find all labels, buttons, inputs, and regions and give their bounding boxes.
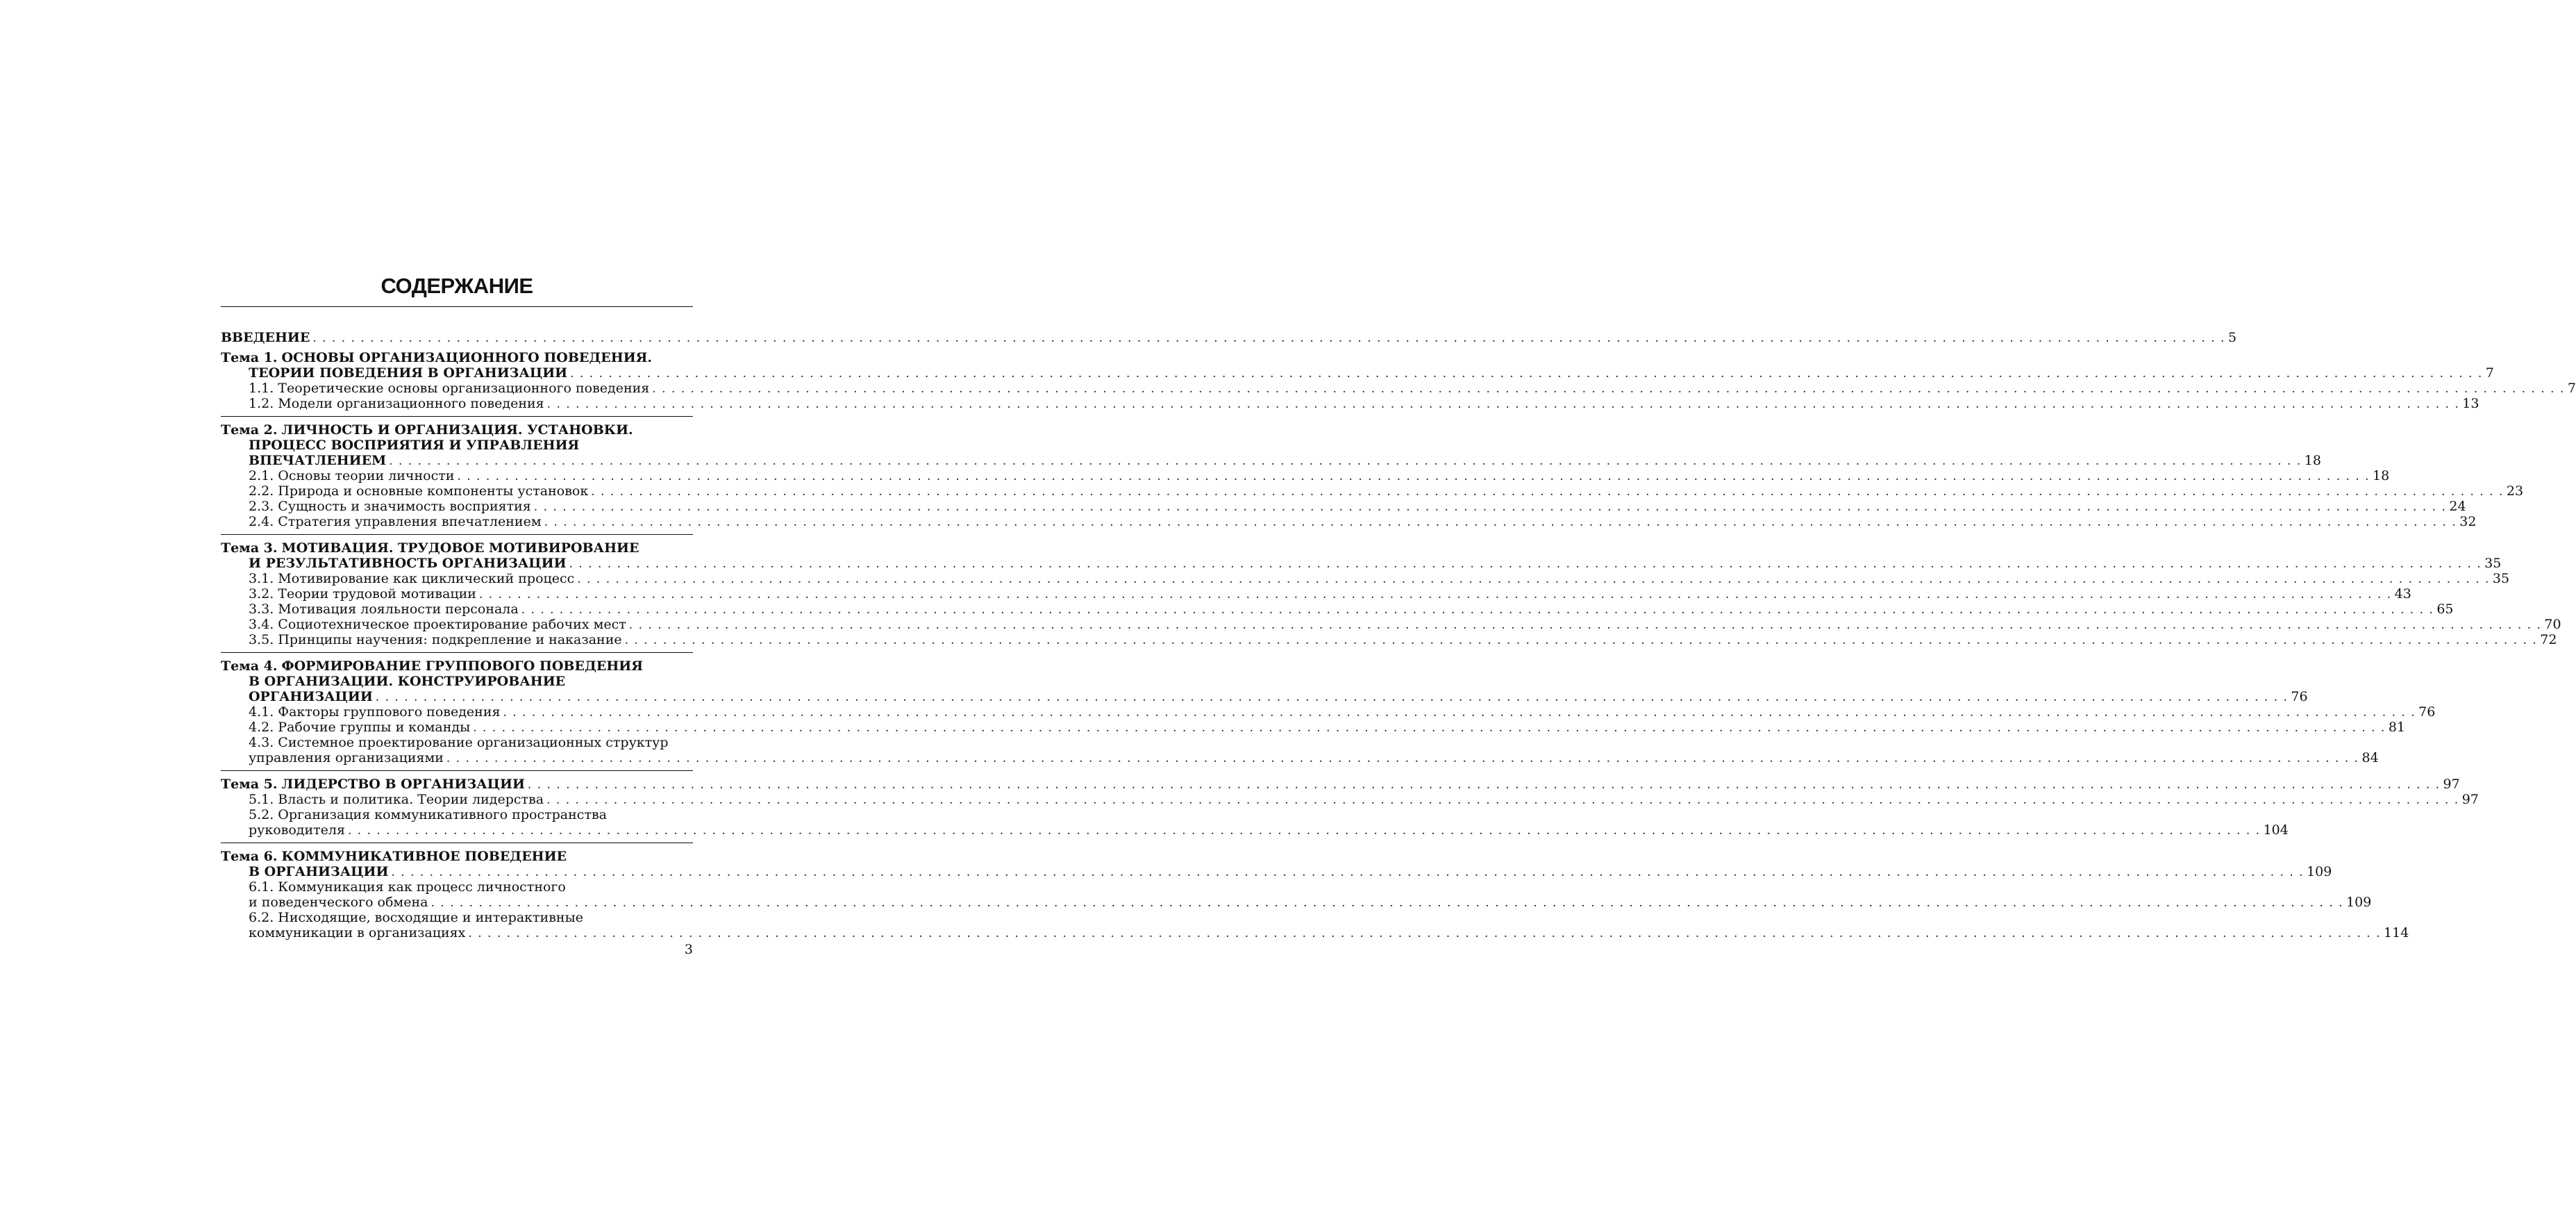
page-ref: 97 (2443, 777, 2460, 792)
intro-label: ВВЕДЕНИЕ (221, 330, 310, 345)
topic-number: Тема 5. (221, 777, 278, 792)
topic-heading: В ОРГАНИЗАЦИИ (249, 864, 389, 879)
subsection-title: 3.5. Принципы научения: подкрепление и наказание (249, 632, 622, 647)
page-ref: 109 (2346, 895, 2372, 910)
subsection-title: 5.1. Власть и политика. Теории лидерства (249, 792, 544, 807)
toc-subsection-line[interactable] (221, 602, 2454, 617)
page-ref: 70 (2544, 617, 2561, 632)
page-ref: 13 (2462, 396, 2479, 411)
subsection-title: 4.2. Рабочие группы и команды (249, 720, 471, 735)
dot-leader: . . . . . . . . . . . . . . . . . . . . . . . . . . . . . . . . . . . . . . . . . . . . . . . . . . . . . . . . . . . . . . . . . . . . . . . . . . . . . . . . . . . . . . . . . . . . . . . . . . . . . . . . . . . . . . . . . . . . . . . . . . . . . . . . . . . . . . . . . . . . . . . . . . . . . . . . . . . . . . . . . . . . . . . . . . . . . . . . . . . . . . . . . . . . . . . . . . . . . . . . (652, 382, 2565, 396)
dot-leader: . . . . . . . . . . . . . . . . . . . . . . . . . . . . . . . . . . . . . . . . . . . . . . . . . . . . . . . . . . . . . . . . . . . . . . . . . . . . . . . . . . . . . . . . . . . . . . . . . . . . . . . . . . . . . . . . . . . . . . . . . . . . . . . . . . . . . . . . . . . . . . . . . . . . . . . . . . . . . . . . . . . . . . . . . . . . . . . . . . . . . . . . . . . . . . . . . . . . . . . . (430, 896, 2344, 910)
page-ref: 114 (2384, 925, 2409, 940)
table-of-contents (221, 330, 2576, 945)
page-ref: 18 (2373, 468, 2390, 483)
dot-leader: . . . . . . . . . . . . . . . . . . . . . . . . . . . . . . . . . . . . . . . . . . . . . . . . . . . . . . . . . . . . . . . . . . . . . . . . . . . . . . . . . . . . . . . . . . . . . . . . . . . . . . . . . . . . . . . . . . . . . . . . . . . . . . . . . . . . . . . . . . . . . . . . . . . . . . . . . . . . . . . . . . . . . . . . . . . . . . . . . . . . . . . . . . . . . . . . . . . . . . . . (569, 557, 2482, 571)
page-ref: 18 (2304, 453, 2321, 468)
dot-leader: . . . . . . . . . . . . . . . . . . . . . . . . . . . . . . . . . . . . . . . . . . . . . . . . . . . . . . . . . . . . . . . . . . . . . . . . . . . . . . . . . . . . . . . . . . . . . . . . . . . . . . . . . . . . . . . . . . . . . . . . . . . . . . . . . . . . . . . . . . . . . . . . . . . . . . . . . . . . . . . . . . . . . . . . . . . . . . . . . . . . . . . . . . . . . . . . . . . . . . . . (347, 824, 2261, 838)
subsection-title: 4.1. Факторы группового поведения (249, 704, 501, 720)
subsection-title: управления организациями (249, 750, 444, 765)
subsection-title: 1.1. Теоретические основы организационного поведения (249, 381, 650, 396)
page-ref: 104 (2263, 822, 2289, 838)
dot-leader: . . . . . . . . . . . . . . . . . . . . . . . . . . . . . . . . . . . . . . . . . . . . . . . . . . . . . . . . . . . . . . . . . . . . . . . . . . . . . . . . . . . . . . . . . . . . . . . . . . . . . . . . . . . . . . . . . . . . . . . . . . . . . . . . . . . . . . . . . . . . . . . . . . . . . . . . . . . . . . . . . . . . . . . . . . . . . . . . . . . . . . . . . . . . . . . . . . . . . . . . (503, 706, 2416, 720)
subsection-title: руководителя (249, 822, 345, 838)
topic-heading: ТЕОРИИ ПОВЕДЕНИЯ В ОРГАНИЗАЦИИ (249, 365, 568, 381)
toc-subsection-line[interactable] (221, 720, 2405, 735)
page-ref: 23 (2506, 483, 2524, 499)
page-number: 3 (684, 942, 693, 957)
toc-subsection-line[interactable] (221, 381, 2576, 396)
subsection-title: 5.2. Организация коммуникативного пространства (249, 807, 607, 822)
toc-heading-line[interactable] (221, 849, 693, 864)
page-ref: 32 (2459, 514, 2477, 529)
dot-leader: . . . . . . . . . . . . . . . . . . . . . . . . . . . . . . . . . . . . . . . . . . . . . . . . . . . . . . . . . . . . . . . . . . . . . . . . . . . . . . . . . . . . . . . . . . . . . . . . . . . . . . . . . . . . . . . . . . . . . . . . . . . . . . . . . . . . . . . . . . . . . . . . . . . . . . . . . . . . . . . . . . . . . . . . . . . . . . . . . . . . . . . . . . . . . . . . . . . . . . . . (546, 793, 2459, 807)
dot-leader: . . . . . . . . . . . . . . . . . . . . . . . . . . . . . . . . . . . . . . . . . . . . . . . . . . . . . . . . . . . . . . . . . . . . . . . . . . . . . . . . . . . . . . . . . . . . . . . . . . . . . . . . . . . . . . . . . . . . . . . . . . . . . . . . . . . . . . . . . . . . . . . . . . . . . . . . . . . . . . . . . . . . . . . . . . . . . . . . . . . . . . . . . . . . . . . . . . . . . . . . (478, 588, 2392, 602)
page-ref: 43 (2394, 586, 2411, 602)
dot-leader: . . . . . . . . . . . . . . . . . . . . . . . . . . . . . . . . . . . . . . . . . . . . . . . . . . . . . . . . . . . . . . . . . . . . . . . . . . . . . . . . . . . . . . . . . . . . . . . . . . . . . . . . . . . . . . . . . . . . . . . . . . . . . . . . . . . . . . . . . . . . . . . . . . . . . . . . . . . . . . . . . . . . . . . . . . . . . . . . . . . . . . . . . . . . . . . . . . . . . . . . (312, 331, 2225, 345)
toc-heading-line[interactable] (221, 453, 2321, 468)
subsection-title: 2.2. Природа и основные компоненты установок (249, 483, 589, 499)
dot-leader: . . . . . . . . . . . . . . . . . . . . . . . . . . . . . . . . . . . . . . . . . . . . . . . . . . . . . . . . . . . . . . . . . . . . . . . . . . . . . . . . . . . . . . . . . . . . . . . . . . . . . . . . . . . . . . . . . . . . . . . . . . . . . . . . . . . . . . . . . . . . . . . . . . . . . . . . . . . . . . . . . . . . . . . . . . . . . . . . . . . . . . . . . . . . . . . . . . . . . . . . (527, 778, 2441, 792)
toc-subsection-line[interactable] (221, 735, 693, 750)
toc-heading-line[interactable] (221, 422, 693, 438)
toc-subsection-line[interactable] (221, 632, 2557, 647)
dot-leader: . . . . . . . . . . . . . . . . . . . . . . . . . . . . . . . . . . . . . . . . . . . . . . . . . . . . . . . . . . . . . . . . . . . . . . . . . . . . . . . . . . . . . . . . . . . . . . . . . . . . . . . . . . . . . . . . . . . . . . . . . . . . . . . . . . . . . . . . . . . . . . . . . . . . . . . . . . . . . . . . . . . . . . . . . . . . . . . . . . . . . . . . . . . . . . . . . . . . . . . . (546, 397, 2460, 411)
dot-leader: . . . . . . . . . . . . . . . . . . . . . . . . . . . . . . . . . . . . . . . . . . . . . . . . . . . . . . . . . . . . . . . . . . . . . . . . . . . . . . . . . . . . . . . . . . . . . . . . . . . . . . . . . . . . . . . . . . . . . . . . . . . . . . . . . . . . . . . . . . . . . . . . . . . . . . . . . . . . . . . . . . . . . . . . . . . . . . . . . . . . . . . . . . . . . . . . . . . . . . . . (391, 865, 2305, 879)
toc-subsection-line[interactable] (221, 792, 2479, 807)
toc-intro (221, 330, 2237, 350)
toc-subsection-line[interactable] (221, 822, 2289, 838)
toc-subsection-line[interactable] (221, 571, 2510, 586)
subsection-title: 3.2. Теории трудовой мотивации (249, 586, 476, 602)
toc-subsection-line[interactable] (221, 910, 693, 925)
topic-heading: ЛИЧНОСТЬ И ОРГАНИЗАЦИЯ. УСТАНОВКИ. (281, 422, 633, 438)
page-ref: 7 (2567, 381, 2576, 396)
dot-leader: . . . . . . . . . . . . . . . . . . . . . . . . . . . . . . . . . . . . . . . . . . . . . . . . . . . . . . . . . . . . . . . . . . . . . . . . . . . . . . . . . . . . . . . . . . . . . . . . . . . . . . . . . . . . . . . . . . . . . . . . . . . . . . . . . . . . . . . . . . . . . . . . . . . . . . . . . . . . . . . . . . . . . . . . . . . . . . . . . . . . . . . . . . . . . . . . . . . . . . . . (446, 752, 2359, 765)
topics-list (221, 350, 2576, 945)
topic-heading: ОСНОВЫ ОРГАНИЗАЦИОННОГО ПОВЕДЕНИЯ. (281, 350, 653, 365)
topic-heading: ПРОЦЕСС ВОСПРИЯТИЯ И УПРАВЛЕНИЯ (249, 438, 580, 453)
dot-leader: . . . . . . . . . . . . . . . . . . . . . . . . . . . . . . . . . . . . . . . . . . . . . . . . . . . . . . . . . . . . . . . . . . . . . . . . . . . . . . . . . . . . . . . . . . . . . . . . . . . . . . . . . . . . . . . . . . . . . . . . . . . . . . . . . . . . . . . . . . . . . . . . . . . . . . . . . . . . . . . . . . . . . . . . . . . . . . . . . . . . . . . . . . . . . . . . . . . . . . . . (628, 618, 2542, 632)
topic-number: Тема 2. (221, 422, 278, 438)
page-ref: 76 (2418, 704, 2436, 720)
subsection-title: 2.4. Стратегия управления впечатлением (249, 514, 542, 529)
page-ref: 35 (2484, 556, 2502, 571)
toc-subsection-line[interactable] (221, 925, 2409, 940)
toc-subsection-line[interactable] (221, 499, 2466, 514)
page-ref: 97 (2461, 792, 2479, 807)
subsection-title: 2.1. Основы теории личности (249, 468, 455, 483)
subsection-title: коммуникации в организациях (249, 925, 466, 940)
topic-number: Тема 6. (221, 849, 278, 864)
toc-line[interactable] (221, 330, 2237, 345)
page-ref: 76 (2291, 689, 2308, 704)
topic-heading: ОРГАНИЗАЦИИ (249, 689, 373, 704)
toc-subsection-line[interactable] (221, 586, 2411, 602)
dot-leader: . . . . . . . . . . . . . . . . . . . . . . . . . . . . . . . . . . . . . . . . . . . . . . . . . . . . . . . . . . . . . . . . . . . . . . . . . . . . . . . . . . . . . . . . . . . . . . . . . . . . . . . . . . . . . . . . . . . . . . . . . . . . . . . . . . . . . . . . . . . . . . . . . . . . . . . . . . . . . . . . . . . . . . . . . . . . . . . . . . . . . . . . . . . . . . . . . . . . . . . . (577, 572, 2490, 586)
toc-heading-line[interactable] (221, 350, 693, 365)
topic-heading: ВПЕЧАТЛЕНИЕМ (249, 453, 387, 468)
subsection-title: 6.2. Нисходящие, восходящие и интерактивные (249, 910, 583, 925)
page-ref: 5 (2228, 330, 2237, 345)
page-ref: 72 (2540, 632, 2557, 647)
dot-leader: . . . . . . . . . . . . . . . . . . . . . . . . . . . . . . . . . . . . . . . . . . . . . . . . . . . . . . . . . . . . . . . . . . . . . . . . . . . . . . . . . . . . . . . . . . . . . . . . . . . . . . . . . . . . . . . . . . . . . . . . . . . . . . . . . . . . . . . . . . . . . . . . . . . . . . . . . . . . . . . . . . . . . . . . . . . . . . . . . . . . . . . . . . . . . . . . . . . . . . . . (591, 485, 2504, 499)
toc-heading-line[interactable] (221, 864, 2332, 879)
dot-leader: . . . . . . . . . . . . . . . . . . . . . . . . . . . . . . . . . . . . . . . . . . . . . . . . . . . . . . . . . . . . . . . . . . . . . . . . . . . . . . . . . . . . . . . . . . . . . . . . . . . . . . . . . . . . . . . . . . . . . . . . . . . . . . . . . . . . . . . . . . . . . . . . . . . . . . . . . . . . . . . . . . . . . . . . . . . . . . . . . . . . . . . . . . . . . . . . . . . . . . . . (468, 927, 2382, 940)
toc-heading-line[interactable] (221, 540, 693, 556)
page-ref: 7 (2485, 365, 2494, 381)
topic-heading: МОТИВАЦИЯ. ТРУДОВОЕ МОТИВИРОВАНИЕ (281, 540, 639, 556)
subsection-title: и поведенческого обмена (249, 895, 428, 910)
toc-topic (221, 534, 2561, 652)
topic-heading: В ОРГАНИЗАЦИИ. КОНСТРУИРОВАНИЕ (249, 674, 566, 689)
toc-subsection-line[interactable] (221, 895, 2372, 910)
page-ref: 24 (2449, 499, 2466, 514)
toc-heading-line[interactable] (221, 556, 2502, 571)
page-ref: 35 (2492, 571, 2510, 586)
subsection-title: 1.2. Модели организационного поведения (249, 396, 544, 411)
dot-leader: . . . . . . . . . . . . . . . . . . . . . . . . . . . . . . . . . . . . . . . . . . . . . . . . . . . . . . . . . . . . . . . . . . . . . . . . . . . . . . . . . . . . . . . . . . . . . . . . . . . . . . . . . . . . . . . . . . . . . . . . . . . . . . . . . . . . . . . . . . . . . . . . . . . . . . . . . . . . . . . . . . . . . . . . . . . . . . . . . . . . . . . . . . . . . . . . . . . . . . . . (624, 633, 2538, 647)
page-title: СОДЕРЖАНИЕ (380, 274, 533, 298)
dot-leader: . . . . . . . . . . . . . . . . . . . . . . . . . . . . . . . . . . . . . . . . . . . . . . . . . . . . . . . . . . . . . . . . . . . . . . . . . . . . . . . . . . . . . . . . . . . . . . . . . . . . . . . . . . . . . . . . . . . . . . . . . . . . . . . . . . . . . . . . . . . . . . . . . . . . . . . . . . . . . . . . . . . . . . . . . . . . . . . . . . . . . . . . . . . . . . . . . . . . . . . . (473, 721, 2386, 735)
subsection-title: 3.4. Социотехническое проектирование рабочих мест (249, 617, 626, 632)
dot-leader: . . . . . . . . . . . . . . . . . . . . . . . . . . . . . . . . . . . . . . . . . . . . . . . . . . . . . . . . . . . . . . . . . . . . . . . . . . . . . . . . . . . . . . . . . . . . . . . . . . . . . . . . . . . . . . . . . . . . . . . . . . . . . . . . . . . . . . . . . . . . . . . . . . . . . . . . . . . . . . . . . . . . . . . . . . . . . . . . . . . . . . . . . . . . . . . . . . . . . . . . (457, 470, 2370, 483)
dot-leader: . . . . . . . . . . . . . . . . . . . . . . . . . . . . . . . . . . . . . . . . . . . . . . . . . . . . . . . . . . . . . . . . . . . . . . . . . . . . . . . . . . . . . . . . . . . . . . . . . . . . . . . . . . . . . . . . . . . . . . . . . . . . . . . . . . . . . . . . . . . . . . . . . . . . . . . . . . . . . . . . . . . . . . . . . . . . . . . . . . . . . . . . . . . . . . . . . . . . . . . . (544, 515, 2457, 529)
toc-heading-line[interactable] (221, 438, 693, 453)
topic-heading: ФОРМИРОВАНИЕ ГРУППОВОГО ПОВЕДЕНИЯ (281, 658, 643, 674)
toc-subsection-line[interactable] (221, 807, 693, 822)
toc-heading-line[interactable] (221, 658, 693, 674)
toc-subsection-line[interactable] (221, 617, 2561, 632)
topic-number: Тема 4. (221, 658, 278, 674)
topic-number: Тема 3. (221, 540, 278, 556)
page-ref: 109 (2307, 864, 2332, 879)
page-ref: 84 (2361, 750, 2379, 765)
subsection-title: 3.1. Мотивирование как циклический процесс (249, 571, 575, 586)
dot-leader: . . . . . . . . . . . . . . . . . . . . . . . . . . . . . . . . . . . . . . . . . . . . . . . . . . . . . . . . . . . . . . . . . . . . . . . . . . . . . . . . . . . . . . . . . . . . . . . . . . . . . . . . . . . . . . . . . . . . . . . . . . . . . . . . . . . . . . . . . . . . . . . . . . . . . . . . . . . . . . . . . . . . . . . . . . . . . . . . . . . . . . . . . . . . . . . . . . . . . . . . (570, 367, 2483, 381)
page-ref: 81 (2388, 720, 2405, 735)
subsection-title: 2.3. Сущность и значимость восприятия (249, 499, 531, 514)
toc-topic (221, 843, 2409, 945)
dot-leader: . . . . . . . . . . . . . . . . . . . . . . . . . . . . . . . . . . . . . . . . . . . . . . . . . . . . . . . . . . . . . . . . . . . . . . . . . . . . . . . . . . . . . . . . . . . . . . . . . . . . . . . . . . . . . . . . . . . . . . . . . . . . . . . . . . . . . . . . . . . . . . . . . . . . . . . . . . . . . . . . . . . . . . . . . . . . . . . . . . . . . . . . . . . . . . . . . . . . . . . . (389, 454, 2302, 468)
toc-subsection-line[interactable] (221, 396, 2479, 411)
toc-heading-line[interactable] (221, 674, 693, 689)
topic-heading: КОММУНИКАТИВНОЕ ПОВЕДЕНИЕ (281, 849, 567, 864)
topic-heading: ЛИДЕРСТВО В ОРГАНИЗАЦИИ (281, 777, 525, 792)
toc-heading-line[interactable] (221, 689, 2308, 704)
subsection-title: 4.3. Системное проектирование организационных структур (249, 735, 669, 750)
topic-number: Тема 1. (221, 350, 278, 365)
toc-topic (221, 350, 2576, 416)
toc-subsection-line[interactable] (221, 704, 2436, 720)
dot-leader: . . . . . . . . . . . . . . . . . . . . . . . . . . . . . . . . . . . . . . . . . . . . . . . . . . . . . . . . . . . . . . . . . . . . . . . . . . . . . . . . . . . . . . . . . . . . . . . . . . . . . . . . . . . . . . . . . . . . . . . . . . . . . . . . . . . . . . . . . . . . . . . . . . . . . . . . . . . . . . . . . . . . . . . . . . . . . . . . . . . . . . . . . . . . . . . . . . . . . . . . (375, 690, 2289, 704)
toc-topic (221, 770, 2479, 843)
toc-subsection-line[interactable] (221, 750, 2379, 765)
subsection-title: 3.3. Мотивация лояльности персонала (249, 602, 519, 617)
toc-subsection-line[interactable] (221, 483, 2524, 499)
dot-leader: . . . . . . . . . . . . . . . . . . . . . . . . . . . . . . . . . . . . . . . . . . . . . . . . . . . . . . . . . . . . . . . . . . . . . . . . . . . . . . . . . . . . . . . . . . . . . . . . . . . . . . . . . . . . . . . . . . . . . . . . . . . . . . . . . . . . . . . . . . . . . . . . . . . . . . . . . . . . . . . . . . . . . . . . . . . . . . . . . . . . . . . . . . . . . . . . . . . . . . . . (521, 603, 2434, 617)
toc-heading-line[interactable] (221, 777, 2460, 792)
toc-heading-line[interactable] (221, 365, 2494, 381)
title-divider (221, 306, 693, 307)
toc-subsection-line[interactable] (221, 514, 2477, 529)
toc-topic (221, 652, 2436, 770)
dot-leader: . . . . . . . . . . . . . . . . . . . . . . . . . . . . . . . . . . . . . . . . . . . . . . . . . . . . . . . . . . . . . . . . . . . . . . . . . . . . . . . . . . . . . . . . . . . . . . . . . . . . . . . . . . . . . . . . . . . . . . . . . . . . . . . . . . . . . . . . . . . . . . . . . . . . . . . . . . . . . . . . . . . . . . . . . . . . . . . . . . . . . . . . . . . . . . . . . . . . . . . . (533, 500, 2447, 514)
topic-heading: И РЕЗУЛЬТАТИВНОСТЬ ОРГАНИЗАЦИИ (249, 556, 567, 571)
toc-topic (221, 416, 2524, 534)
page-ref: 65 (2436, 602, 2454, 617)
toc-subsection-line[interactable] (221, 879, 693, 895)
subsection-title: 6.1. Коммуникация как процесс личностного (249, 879, 566, 895)
toc-subsection-line[interactable] (221, 468, 2390, 483)
